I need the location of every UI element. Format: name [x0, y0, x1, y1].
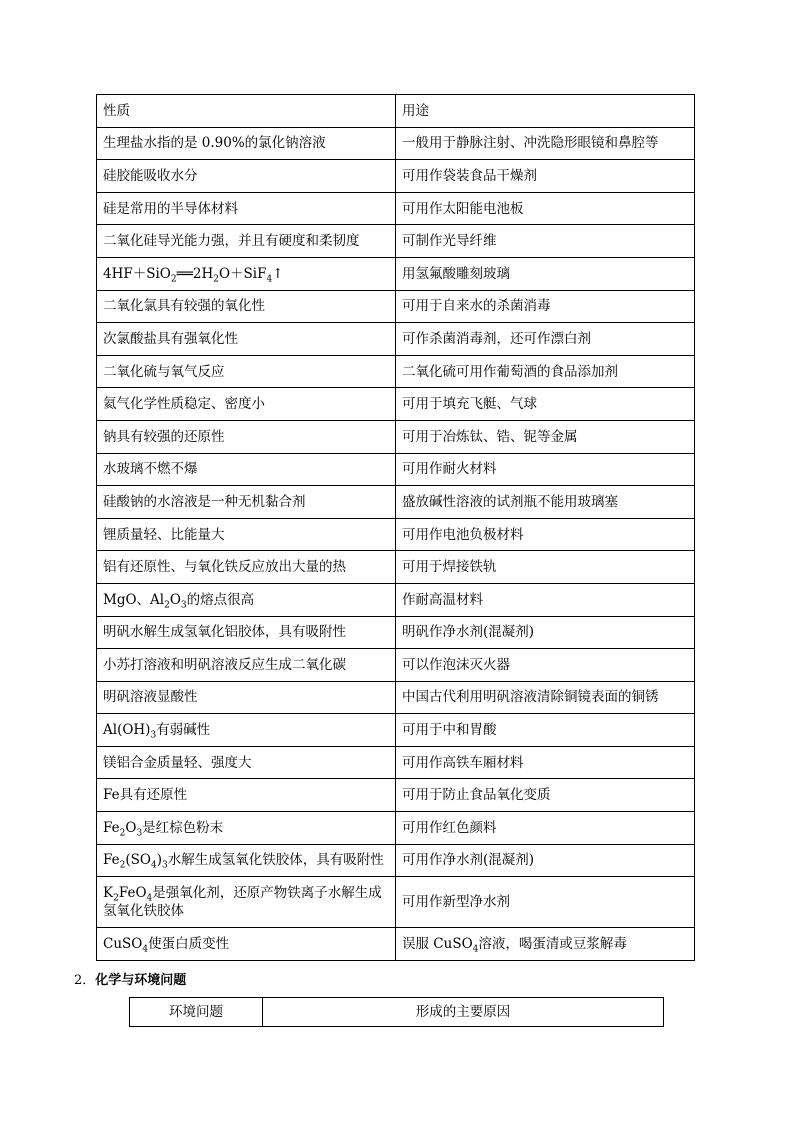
table-header-row	[97, 95, 695, 128]
table-row	[97, 779, 695, 812]
use-cell: 可用作红色颜料	[396, 812, 695, 845]
table-row	[97, 225, 695, 258]
table-row	[97, 420, 695, 453]
use-cell: 作耐高温材料	[396, 583, 695, 616]
property-cell: 铝有还原性、与氧化铁反应放出大量的热	[97, 551, 396, 584]
property-cell: 生理盐水指的是 0.90%的氯化钠溶液	[97, 127, 396, 160]
property-use-table	[96, 94, 695, 961]
use-cell: 可用于焊接铁轨	[396, 551, 695, 584]
use-cell: 可用作净水剂(混凝剂)	[396, 844, 695, 877]
use-cell: 二氧化硫可用作葡萄酒的食品添加剂	[396, 355, 695, 388]
table-row	[97, 681, 695, 714]
header-property: 性质	[97, 95, 396, 128]
use-cell: 用氢氟酸雕刻玻璃	[396, 257, 695, 290]
table-row	[97, 160, 695, 193]
property-cell: 二氧化硅导光能力强，并且有硬度和柔韧度	[97, 225, 396, 258]
property-cell: 二氧化氯具有较强的氧化性	[97, 290, 396, 323]
property-cell: 次氯酸盐具有强氧化性	[97, 323, 396, 356]
table-row	[97, 551, 695, 584]
property-cell: 水玻璃不燃不爆	[97, 453, 396, 486]
property-cell: 钠具有较强的还原性	[97, 420, 396, 453]
use-cell: 中国古代利用明矾溶液清除铜镜表面的铜锈	[396, 681, 695, 714]
env-header-cause: 形成的主要原因	[263, 998, 664, 1027]
property-cell: MgO、$Al_2O_3$的熔点很高	[97, 583, 396, 616]
property-cell: 硅酸钠的水溶液是一种无机黏合剂	[97, 486, 396, 519]
property-cell: 明矾溶液显酸性	[97, 681, 396, 714]
table-row	[97, 714, 695, 747]
use-cell: 可用于防止食品氧化变质	[396, 779, 695, 812]
table-row	[97, 583, 695, 616]
property-cell: 硅胶能吸收水分	[97, 160, 396, 193]
use-cell: 误服 CuSO$_4$溶液，喝蛋清或豆浆解毒	[396, 928, 695, 961]
use-cell: 可用于自来水的杀菌消毒	[396, 290, 695, 323]
property-cell: $Al(OH)_3$有弱碱性	[97, 714, 396, 747]
use-cell: 明矾作净水剂(混凝剂)	[396, 616, 695, 649]
table-row	[97, 486, 695, 519]
use-cell: 可制作光导纤维	[396, 225, 695, 258]
use-cell: 可用作太阳能电池板	[396, 192, 695, 225]
property-cell: 镁铝合金质量轻、强度大	[97, 746, 396, 779]
table-row	[97, 453, 695, 486]
environment-table	[129, 997, 664, 1027]
property-cell: $Fe_2O_3$是红棕色粉末	[97, 812, 396, 845]
use-cell: 可用于填充飞艇、气球	[396, 388, 695, 421]
use-cell: 可用作袋装食品干燥剂	[396, 160, 695, 193]
use-cell: 可用于冶炼钛、锆、铌等金属	[396, 420, 695, 453]
property-cell: 二氧化硫与氧气反应	[97, 355, 396, 388]
use-cell: 可作杀菌消毒剂，还可作漂白剂	[396, 323, 695, 356]
table-row	[97, 812, 695, 845]
table-row	[97, 928, 695, 961]
table-row	[97, 388, 695, 421]
section-2-heading	[74, 972, 186, 990]
use-cell: 可用作新型净水剂	[396, 877, 695, 928]
property-cell: Fe具有还原性	[97, 779, 396, 812]
use-cell: 可以作泡沫灭火器	[396, 649, 695, 682]
table-row	[97, 127, 695, 160]
table-row	[97, 323, 695, 356]
table-row	[97, 290, 695, 323]
env-header-row	[130, 998, 664, 1027]
table-row	[97, 616, 695, 649]
property-cell: 明矾水解生成氢氧化铝胶体，具有吸附性	[97, 616, 396, 649]
use-cell: 可用作电池负极材料	[396, 518, 695, 551]
property-cell: $4HF+SiO_2══2H_2O+SiF_4↑$	[97, 257, 396, 290]
use-cell: 可用于中和胃酸	[396, 714, 695, 747]
use-cell: 盛放碱性溶液的试剂瓶不能用玻璃塞	[396, 486, 695, 519]
property-cell: $K_2FeO_4$是强氧化剂，还原产物铁离子水解生成氢氧化铁胶体	[97, 877, 396, 928]
table-row	[97, 355, 695, 388]
table-row	[97, 257, 695, 290]
use-cell: 可用作耐火材料	[396, 453, 695, 486]
property-cell: 小苏打溶液和明矾溶液反应生成二氧化碳	[97, 649, 396, 682]
property-cell: 氦气化学性质稳定、密度小	[97, 388, 396, 421]
use-cell: 可用作高铁车厢材料	[396, 746, 695, 779]
table-row	[97, 877, 695, 928]
table-row	[97, 844, 695, 877]
section-number: 2．	[74, 973, 96, 988]
env-header-problem: 环境问题	[130, 998, 263, 1027]
table-row	[97, 192, 695, 225]
property-cell: $Fe_2(SO_4)_3$水解生成氢氧化铁胶体，具有吸附性	[97, 844, 396, 877]
table-row	[97, 518, 695, 551]
section-title: 化学与环境问题	[95, 973, 187, 988]
use-cell: 一般用于静脉注射、冲洗隐形眼镜和鼻腔等	[396, 127, 695, 160]
table-row	[97, 649, 695, 682]
table-row	[97, 746, 695, 779]
property-cell: 锂质量轻、比能量大	[97, 518, 396, 551]
property-cell: CuSO$_4$使蛋白质变性	[97, 928, 396, 961]
property-cell: 硅是常用的半导体材料	[97, 192, 396, 225]
header-use: 用途	[396, 95, 695, 128]
